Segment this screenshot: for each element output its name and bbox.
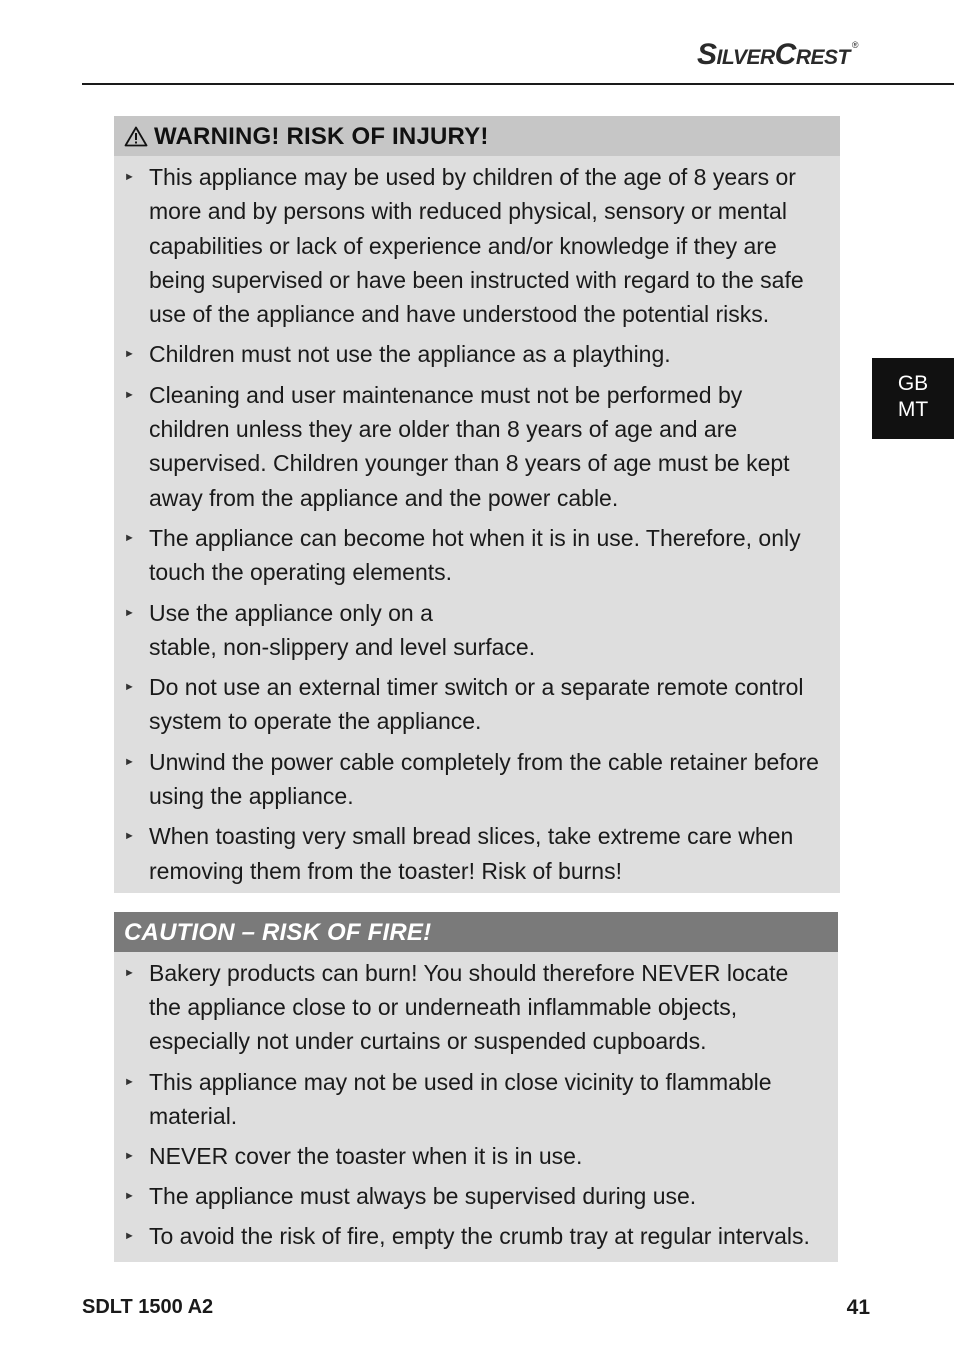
list-item-text: Unwind the power cable completely from the cable retainer before using the appliance.	[149, 748, 819, 810]
list-item-text: Do not use an external timer switch or a separate remote control system to operate the appliance.	[149, 674, 804, 735]
registered-mark: ®	[851, 40, 858, 50]
list-item	[122, 1219, 826, 1253]
list-item	[122, 956, 826, 1059]
list-item-text: This appliance may not be used in close vicinity to flammable material.	[149, 1068, 772, 1129]
language-tab	[872, 358, 954, 439]
list-item	[122, 378, 828, 515]
list-item-text: Cleaning and user maintenance must not be performed by children unless they are older than 8 years of age and are supervised. Children younger than 8 years of age must be kept away from the appliance and the power cable.	[149, 381, 790, 511]
list-item	[122, 160, 828, 331]
list-item-text: To avoid the risk of fire, empty the crumb tray at regular intervals.	[149, 1223, 810, 1250]
bullet-arrow-icon: ►	[124, 606, 135, 619]
list-item-text: Use the appliance only on a stable, non-slippery and level surface.	[149, 599, 536, 660]
bullet-arrow-icon: ►	[124, 967, 135, 979]
caution-heading: CAUTION – RISK OF FIRE!	[124, 919, 432, 946]
bullet-arrow-icon: ►	[124, 681, 135, 694]
list-item-text: Bakery products can burn! You should therefore NEVER locate the appliance close to or underneath inflammable objects, especially not under curtains or suspended cupboards.	[149, 960, 789, 1055]
bullet-arrow-icon: ►	[124, 1075, 135, 1088]
header-divider	[82, 83, 954, 85]
list-item	[122, 670, 828, 739]
list-item	[122, 521, 828, 590]
bullet-arrow-icon: ►	[124, 1150, 135, 1163]
language-code-mt: MT	[897, 398, 929, 421]
caution-heading-bar	[114, 912, 838, 952]
list-item-text: The appliance must always be supervised during use.	[149, 1183, 697, 1210]
model-number: SDLT 1500 A2	[82, 1296, 214, 1318]
list-item	[122, 1139, 826, 1173]
list-item	[122, 337, 828, 371]
language-code-gb: GB	[897, 372, 929, 395]
bullet-arrow-icon: ►	[124, 171, 135, 183]
bullet-arrow-icon: ►	[124, 531, 135, 544]
bullet-arrow-icon: ►	[124, 1190, 135, 1203]
page-number: 41	[846, 1296, 870, 1319]
list-item-text: NEVER cover the toaster when it is in use.	[149, 1143, 583, 1170]
list-item-text: When toasting very small bread slices, take extreme care when removing them from the toaster! Risk of burns!	[149, 823, 794, 884]
bullet-arrow-icon: ►	[124, 830, 135, 843]
warning-heading-bar	[114, 116, 840, 156]
warning-list	[114, 156, 840, 888]
bullet-arrow-icon: ►	[124, 348, 135, 361]
bullet-arrow-icon: ►	[124, 755, 135, 768]
brand-logo: SilverCrest ®	[696, 38, 858, 71]
caution-panel	[114, 912, 838, 1262]
warning-triangle-icon	[124, 119, 148, 161]
caution-list	[114, 952, 838, 1254]
bullet-arrow-icon: ►	[124, 388, 135, 401]
list-item	[122, 745, 828, 814]
list-item-text: This appliance may be used by children of the age of 8 years or more and by persons with reduced physical, sensory or mental capabilities or lack of experience and/or knowledge if they are being supervised or have been instructed with regard to the safe use of the appliance and have understood the potential risks.	[149, 164, 804, 328]
warning-heading: WARNING! RISK OF INJURY!	[154, 123, 489, 150]
list-item	[122, 1179, 826, 1213]
warning-panel	[114, 116, 840, 893]
list-item	[122, 596, 828, 665]
bullet-arrow-icon: ►	[124, 1230, 135, 1243]
list-item	[122, 1065, 826, 1133]
list-item	[122, 819, 828, 888]
list-item-text: The appliance can become hot when it is in use. Therefore, only touch the operating elements.	[149, 524, 801, 586]
list-item-text: Children must not use the appliance as a plaything.	[149, 341, 671, 368]
